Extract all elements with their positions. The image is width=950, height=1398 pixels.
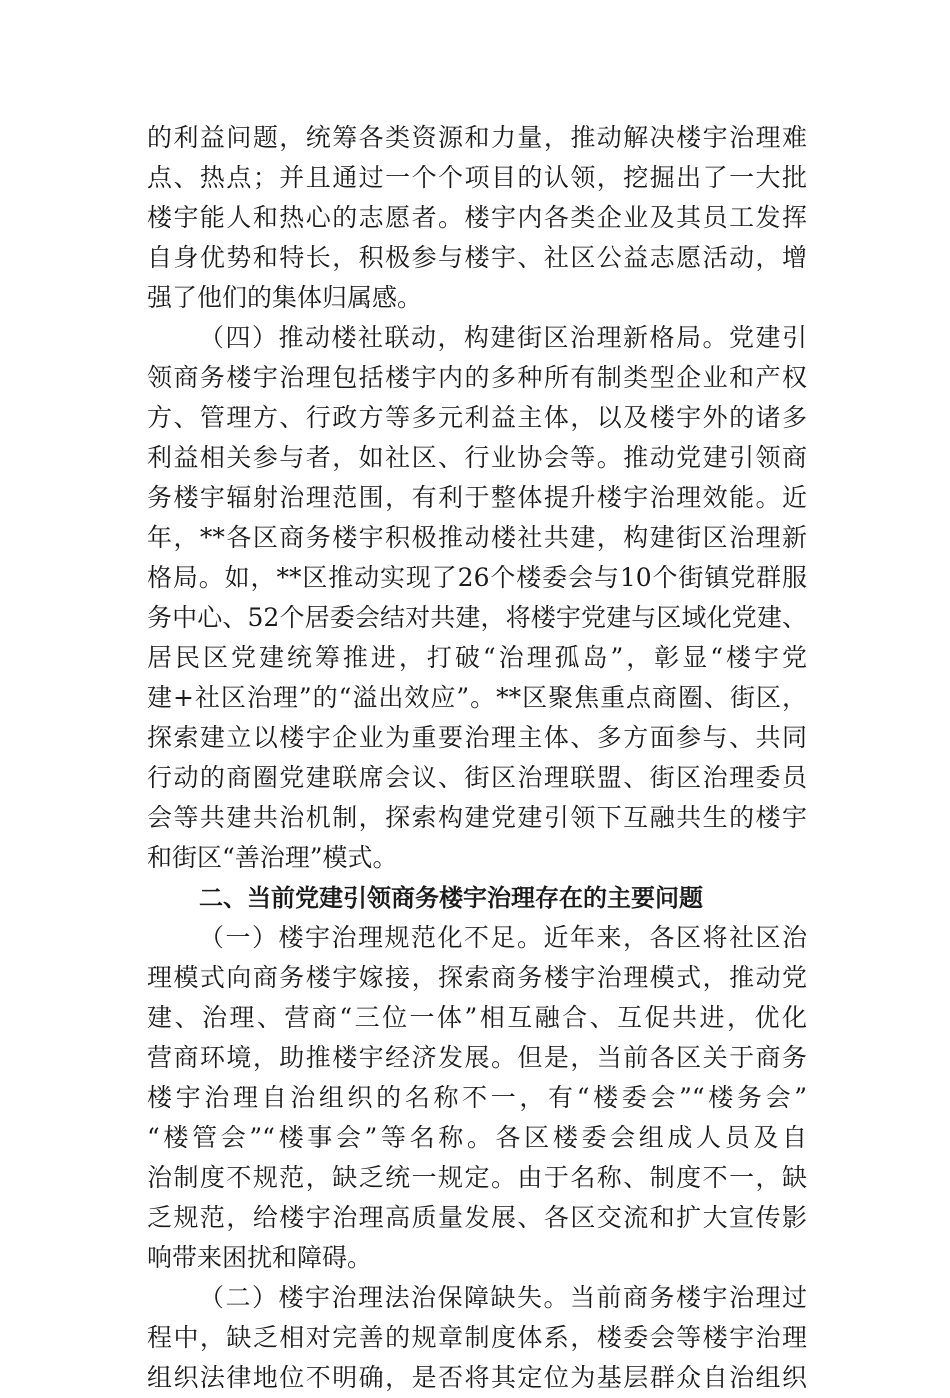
- text-line: 居民区党建统筹推进，打破“治理孤岛”，彰显“楼宇党: [147, 643, 807, 672]
- text-line: 治制度不规范，缺乏统一规定。由于名称、制度不一，缺: [147, 1163, 807, 1192]
- text-line: 楼宇能人和热心的志愿者。楼宇内各类企业及其员工发挥: [147, 203, 807, 232]
- text-line: 方、管理方、行政方等多元利益主体，以及楼宇外的诸多: [147, 403, 807, 432]
- text-line: 建+社区治理”的“溢出效应”。**区聚焦重点商圈、街区，: [147, 683, 807, 712]
- paragraph-continuation: [147, 118, 807, 318]
- text-line: 理模式向商务楼宇嫁接，探索商务楼宇治理模式，推动党: [147, 963, 807, 992]
- text-line: 乏规范，给楼宇治理高质量发展、各区交流和扩大宣传影: [147, 1203, 807, 1232]
- text-line: 楼宇治理自治组织的名称不一，有“楼委会”“楼务会”: [147, 1083, 807, 1112]
- paragraph-section-one: [147, 918, 807, 1278]
- text-line: “楼管会”“楼事会”等名称。各区楼委会组成人员及自: [147, 1123, 807, 1152]
- text-line: （二）楼宇治理法治保障缺失。当前商务楼宇治理过: [199, 1283, 807, 1312]
- text-line: （一）楼宇治理规范化不足。近年来，各区将社区治: [199, 923, 807, 952]
- text-line: 务楼宇辐射治理范围，有利于整体提升楼宇治理效能。近: [147, 483, 807, 512]
- text-line: 营商环境，助推楼宇经济发展。但是，当前各区关于商务: [147, 1043, 807, 1072]
- text-line: 点、热点；并且通过一个个项目的认领，挖掘出了一大批: [147, 163, 807, 192]
- text-line: 的利益问题，统筹各类资源和力量，推动解决楼宇治理难: [147, 123, 807, 152]
- section-heading: 二、当前党建引领商务楼宇治理存在的主要问题: [199, 884, 703, 912]
- text-line: 程中，缺乏相对完善的规章制度体系，楼委会等楼宇治理: [147, 1323, 807, 1352]
- text-line: 和街区“善治理”模式。: [147, 843, 398, 872]
- text-line: 领商务楼宇治理包括楼宇内的多种所有制类型企业和产权: [147, 363, 807, 392]
- text-line: 建、治理、营商“三位一体”相互融合、互促共进，优化: [147, 1003, 807, 1032]
- text-line: 强了他们的集体归属感。: [147, 283, 423, 312]
- paragraph-section-four: [147, 318, 807, 878]
- text-line: （四）推动楼社联动，构建街区治理新格局。党建引: [199, 323, 807, 352]
- text-line: 格局。如，**区推动实现了26个楼委会与10个街镇党群服: [147, 563, 807, 592]
- text-line: 利益相关参与者，如社区、行业协会等。推动党建引领商: [147, 443, 807, 472]
- text-line: 行动的商圈党建联席会议、街区治理联盟、街区治理委员: [147, 763, 807, 792]
- text-line: 年，**各区商务楼宇积极推动楼社共建，构建街区治理新: [147, 523, 807, 552]
- paragraph-section-two: [147, 1278, 807, 1398]
- text-line: 响带来困扰和障碍。: [147, 1243, 373, 1272]
- text-line: 探索建立以楼宇企业为重要治理主体、多方面参与、共同: [147, 723, 807, 752]
- text-line: 自身优势和特长，积极参与楼宇、社区公益志愿活动，增: [147, 243, 807, 272]
- text-line: 务中心、52个居委会结对共建，将楼宇党建与区域化党建、: [147, 603, 807, 632]
- text-line: 会等共建共治机制，探索构建党建引领下互融共生的楼宇: [147, 803, 807, 832]
- document-page: [147, 118, 807, 1398]
- text-line: 组织法律地位不明确，是否将其定位为基层群众自治组织: [147, 1363, 807, 1392]
